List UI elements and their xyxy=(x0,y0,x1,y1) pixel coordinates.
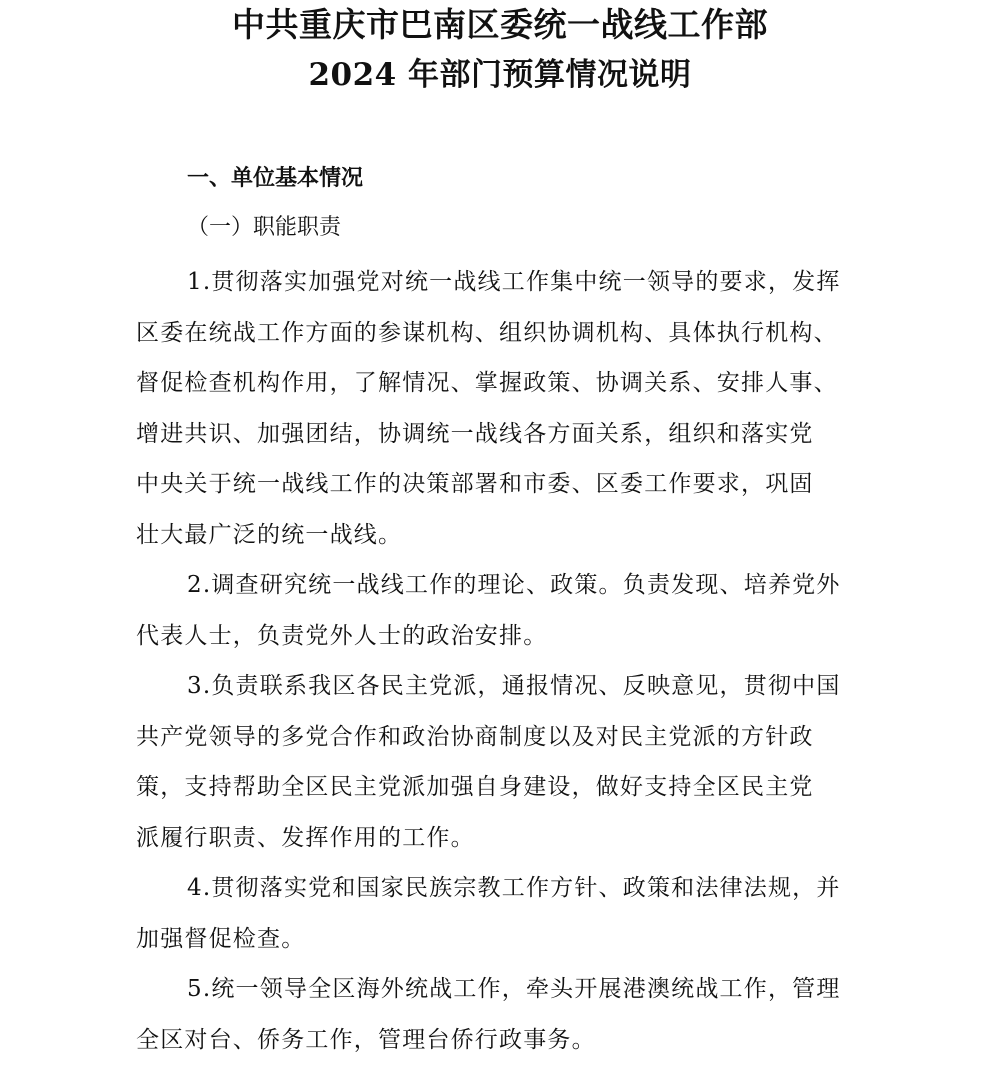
paragraph-line: 2.调查研究统一战线工作的理论、政策。负责发现、培养党外 xyxy=(136,560,896,611)
paragraph-line: 区委在统战工作方面的参谋机构、组织协调机构、具体执行机构、 xyxy=(136,308,896,359)
paragraph-3 xyxy=(136,661,896,863)
paragraph-line: 代表人士，负责党外人士的政治安排。 xyxy=(136,611,896,662)
paragraph-5 xyxy=(136,964,896,1065)
paragraph-line: 加强督促检查。 xyxy=(136,914,896,965)
paragraph-line: 5.统一领导全区海外统战工作，牵头开展港澳统战工作，管理 xyxy=(136,964,896,1015)
paragraph-line: 督促检查机构作用，了解情况、掌握政策、协调关系、安排人事、 xyxy=(136,358,896,409)
paragraph-line: 策，支持帮助全区民主党派加强自身建设，做好支持全区民主党 xyxy=(136,762,896,813)
paragraph-line: 派履行职责、发挥作用的工作。 xyxy=(136,813,896,864)
section-heading: 一、单位基本情况 xyxy=(187,160,363,196)
paragraph-4 xyxy=(136,863,896,964)
paragraph-line: 增进共识、加强团结，协调统一战线各方面关系，组织和落实党 xyxy=(136,409,896,460)
paragraph-line: 4.贯彻落实党和国家民族宗教工作方针、政策和法律法规，并 xyxy=(136,863,896,914)
paragraph-2 xyxy=(136,560,896,661)
paragraph-line: 1.贯彻落实加强党对统一战线工作集中统一领导的要求，发挥 xyxy=(136,257,896,308)
paragraph-line: 共产党领导的多党合作和政治协商制度以及对民主党派的方针政 xyxy=(136,712,896,763)
paragraph-1 xyxy=(136,257,896,560)
paragraph-line: 壮大最广泛的统一战线。 xyxy=(136,510,896,561)
paragraph-line: 3.负责联系我区各民主党派，通报情况、反映意见，贯彻中国 xyxy=(136,661,896,712)
document-title-line1: 中共重庆市巴南区委统一战线工作部 xyxy=(0,2,1000,48)
document-title-line2: 2024 年部门预算情况说明 xyxy=(0,53,1000,97)
paragraph-line: 中央关于统一战线工作的决策部署和市委、区委工作要求，巩固 xyxy=(136,459,896,510)
subsection-heading: （一）职能职责 xyxy=(187,210,341,246)
paragraph-line: 全区对台、侨务工作，管理台侨行政事务。 xyxy=(136,1015,896,1065)
